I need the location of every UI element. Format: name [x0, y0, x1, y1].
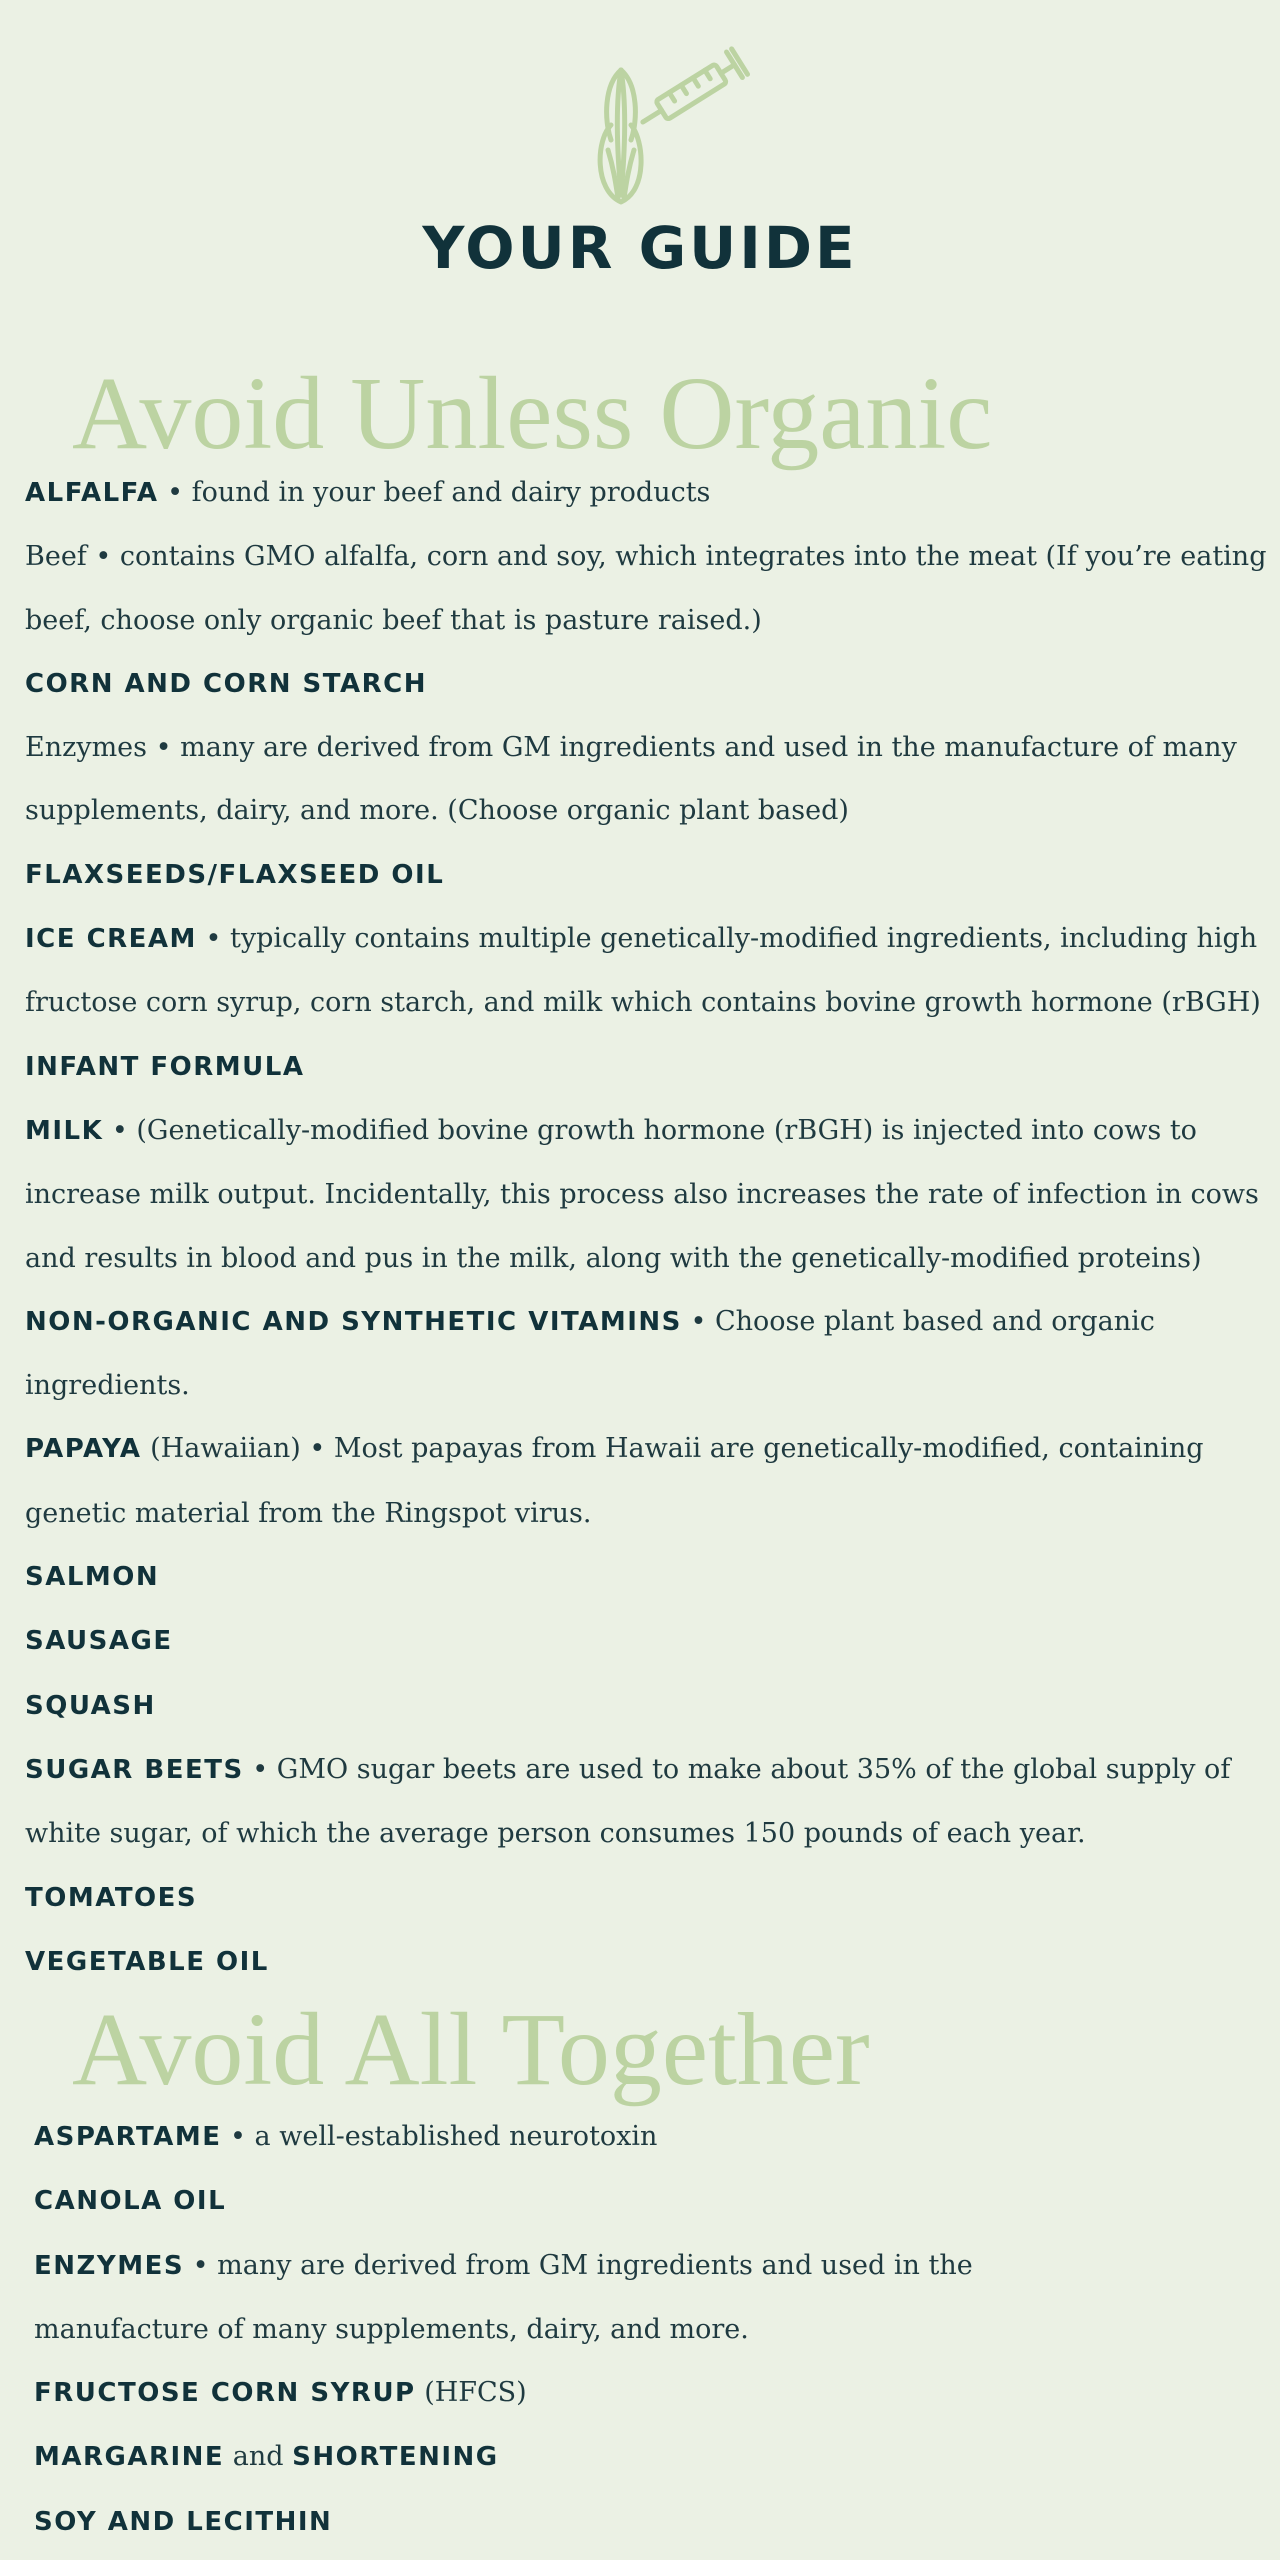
- list-item-aspartame: [34, 2105, 1154, 2169]
- item-description: • a well-established neurotoxin: [221, 2121, 658, 2152]
- item-description: (HFCS): [415, 2377, 527, 2409]
- item-description: • typically contains multiple genetically-modified ingredients, including high fructose corn syrup, corn starch, and milk which contains bovine growth hormone (rBGH): [25, 923, 1261, 1019]
- item-name: SUGAR BEETS: [25, 1754, 244, 1785]
- avoid-unless-organic-list: [25, 461, 1275, 1994]
- list-item-corn: [25, 652, 1275, 716]
- item-name: MARGARINE: [34, 2442, 225, 2473]
- item-description: • many are derived from GM ingredients and used in the manufacture of many supplements, dairy, and more.: [34, 2249, 973, 2345]
- item-name: MILK: [25, 1115, 104, 1146]
- list-item-salmon: [25, 1545, 1275, 1609]
- item-name: FRUCTOSE CORN SYRUP: [34, 2378, 416, 2409]
- item-name: CORN AND CORN STARCH: [25, 668, 427, 699]
- item-description: Beef • contains GMO alfalfa, corn and soy, which integrates into the meat (If you’re eating beef, choose only organic beef that is pasture raised.): [25, 541, 1267, 636]
- list-item-infant-formula: [25, 1035, 1275, 1099]
- item-name: SAUSAGE: [25, 1626, 173, 1657]
- item-name: TOMATOES: [25, 1882, 198, 1913]
- item-description: • GMO sugar beets are used to make about 35% of the global supply of white sugar, of which the average person consumes 150 pounds of each year.: [25, 1753, 1231, 1850]
- list-item-tomatoes: [25, 1866, 1275, 1930]
- list-item-soy-lecithin: [34, 2490, 1154, 2554]
- list-item-canola-oil: [34, 2169, 1154, 2233]
- item-name: INFANT FORMULA: [25, 1051, 305, 1082]
- list-item-milk: [25, 1099, 1275, 1290]
- list-item-margarine-shortening: [34, 2425, 1154, 2489]
- list-item-vegetable-oil: [25, 1930, 1275, 1994]
- item-name: FLAXSEEDS/FLAXSEED OIL: [25, 859, 445, 890]
- item-name: ENZYMES: [34, 2250, 185, 2281]
- item-name: VEGETABLE OIL: [25, 1946, 269, 1977]
- section-title-avoid-unless-organic: Avoid Unless Organic: [72, 356, 993, 471]
- list-item-alfalfa: [25, 461, 1275, 525]
- list-item-vitamins: [25, 1290, 1275, 1418]
- list-item-ice-cream: [25, 907, 1275, 1035]
- item-name: PAPAYA: [25, 1434, 142, 1465]
- item-description: • found in your beef and dairy products: [158, 477, 711, 508]
- item-name: ICE CREAM: [25, 924, 197, 955]
- item-description: (Hawaiian) • Most papayas from Hawaii are genetically-modified, containing genetic material from the Ringspot virus.: [25, 1433, 1204, 1529]
- item-name: SHORTENING: [292, 2442, 499, 2473]
- list-item-papaya: [25, 1417, 1275, 1545]
- section-title-avoid-all-together: Avoid All Together: [72, 1992, 870, 2107]
- list-item-squash: [25, 1674, 1275, 1738]
- item-name: ASPARTAME: [34, 2122, 222, 2152]
- item-name: SALMON: [25, 1562, 160, 1593]
- list-item-fructose-corn-syrup: [34, 2361, 1154, 2425]
- list-item-beef: [25, 525, 1275, 652]
- list-item-sugar-beets: [25, 1738, 1275, 1866]
- item-name: SQUASH: [25, 1690, 156, 1721]
- item-name: SOY AND LECITHIN: [34, 2506, 333, 2537]
- item-name: CANOLA OIL: [34, 2186, 227, 2217]
- list-item-enzymes: [34, 2234, 1154, 2362]
- avoid-all-together-list: [34, 2105, 1154, 2554]
- item-description: • Choose plant based and organic ingredients.: [25, 1305, 1155, 1402]
- item-description: Enzymes • many are derived from GM ingredients and used in the manufacture of many supplements, dairy, and more. (Choose organic plant based): [25, 732, 1237, 827]
- item-name: ALFALFA: [25, 478, 159, 508]
- item-name: NON-ORGANIC AND SYNTHETIC VITAMINS: [25, 1306, 682, 1337]
- list-item-flaxseeds: [25, 843, 1275, 907]
- item-description: • (Genetically-modified bovine growth hormone (rBGH) is injected into cows to increase milk output. Incidentally, this process also increases the rate of infection in cows and results in blood and pus in the milk, along with the genetically-modified proteins): [25, 1114, 1259, 1274]
- list-item-enzymes: [25, 716, 1275, 843]
- page-title: YOUR GUIDE: [422, 214, 858, 282]
- corn-syringe-icon: [586, 30, 756, 210]
- item-conjunction: and: [224, 2441, 293, 2473]
- list-item-sausage: [25, 1609, 1275, 1673]
